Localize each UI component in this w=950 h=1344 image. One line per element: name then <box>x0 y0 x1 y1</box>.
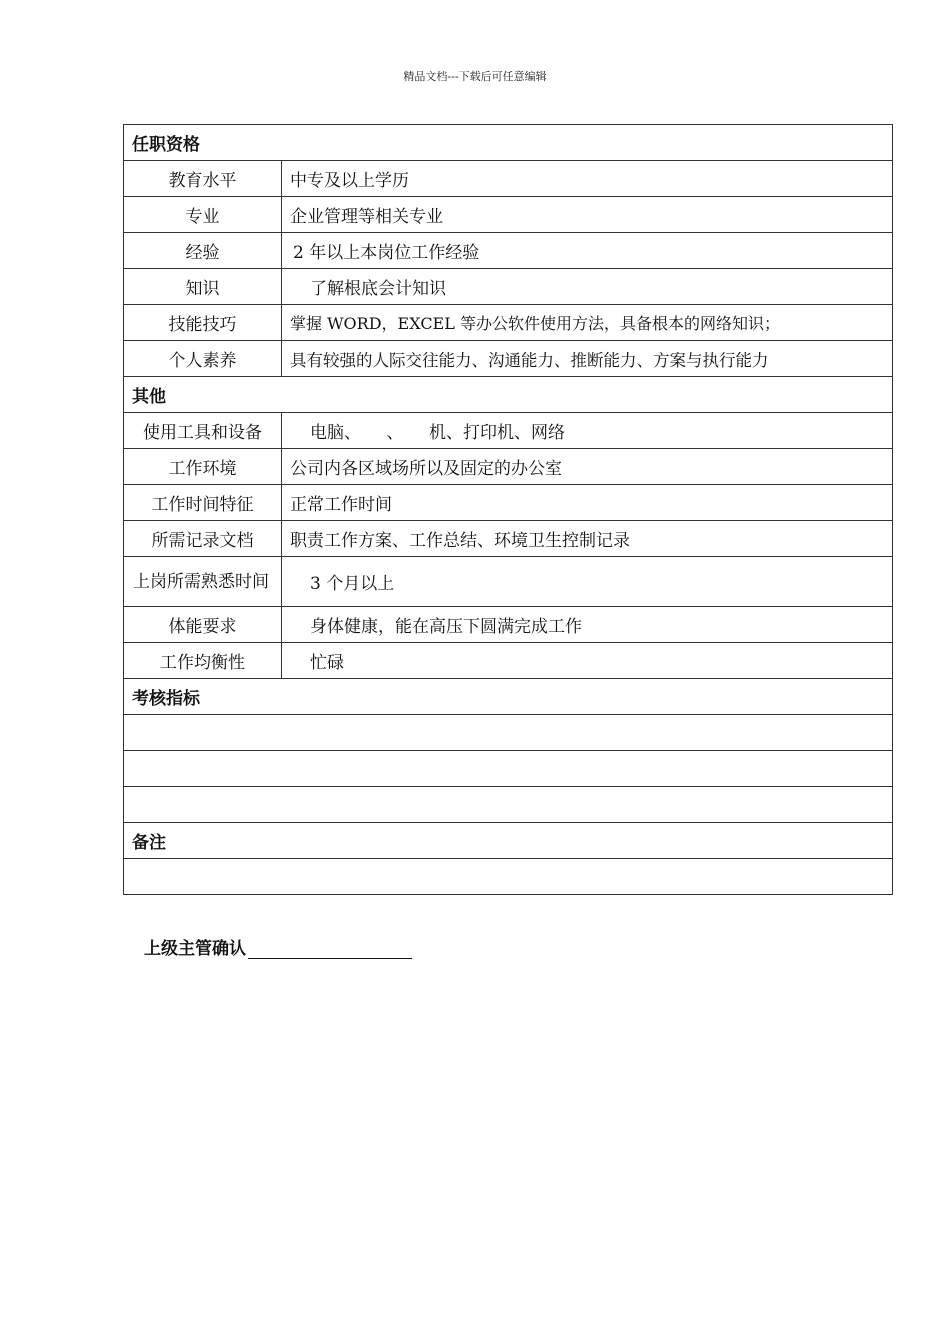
signature-line <box>248 940 412 959</box>
row-label-environment: 工作环境 <box>124 449 282 485</box>
row-label-physical: 体能要求 <box>124 607 282 643</box>
table-row <box>124 233 893 269</box>
table-row <box>124 341 893 377</box>
table-row <box>124 643 893 679</box>
row-value-major: 企业管理等相关专业 <box>282 197 893 233</box>
row-label-knowledge: 知识 <box>124 269 282 305</box>
blank-cell <box>124 787 893 823</box>
section-title-notes: 备注 <box>124 823 893 859</box>
row-label-skills: 技能技巧 <box>124 305 282 341</box>
section-title-other: 其他 <box>124 377 893 413</box>
table-row <box>124 269 893 305</box>
row-value-experience: 2 年以上本岗位工作经验 <box>282 233 893 269</box>
section-title-kpi: 考核指标 <box>124 679 893 715</box>
table-row <box>124 521 893 557</box>
row-value-records: 职责工作方案、工作总结、环境卫生控制记录 <box>282 521 893 557</box>
table-row <box>124 305 893 341</box>
blank-cell <box>124 751 893 787</box>
page-watermark: 精品文档---下载后可任意编辑 <box>403 70 547 83</box>
row-value-workload-balance: 忙碌 <box>282 643 893 679</box>
table-row <box>124 449 893 485</box>
job-qualification-table <box>123 124 893 895</box>
table-row <box>124 197 893 233</box>
blank-row <box>124 751 893 787</box>
table-row <box>124 557 893 607</box>
row-label-familiarization-time: 上岗所需熟悉时间 <box>124 557 282 607</box>
row-value-tools: 电脑、 、 机、打印机、网络 <box>282 413 893 449</box>
blank-row <box>124 715 893 751</box>
table-row <box>124 161 893 197</box>
row-value-work-hours: 正常工作时间 <box>282 485 893 521</box>
row-value-familiarization-time: 3 个月以上 <box>282 557 893 607</box>
blank-row <box>124 787 893 823</box>
section-title-qualifications: 任职资格 <box>124 125 893 161</box>
row-label-work-hours: 工作时间特征 <box>124 485 282 521</box>
row-label-workload-balance: 工作均衡性 <box>124 643 282 679</box>
row-label-education: 教育水平 <box>124 161 282 197</box>
section-row-notes <box>124 823 893 859</box>
row-label-records: 所需记录文档 <box>124 521 282 557</box>
row-value-personal-quality: 具有较强的人际交往能力、沟通能力、推断能力、方案与执行能力 <box>282 341 893 377</box>
row-label-major: 专业 <box>124 197 282 233</box>
section-row-qualifications <box>124 125 893 161</box>
row-value-skills: 掌握 WORD，EXCEL 等办公软件使用方法，具备根本的网络知识； <box>282 305 893 341</box>
row-label-experience: 经验 <box>124 233 282 269</box>
table-row <box>124 413 893 449</box>
table-row <box>124 607 893 643</box>
row-value-knowledge: 了解根底会计知识 <box>282 269 893 305</box>
table-row <box>124 485 893 521</box>
blank-cell <box>124 859 893 895</box>
row-value-education: 中专及以上学历 <box>282 161 893 197</box>
supervisor-signoff <box>144 934 412 959</box>
section-row-other <box>124 377 893 413</box>
row-value-physical: 身体健康，能在高压下圆满完成工作 <box>282 607 893 643</box>
row-label-personal-quality: 个人素养 <box>124 341 282 377</box>
signoff-label: 上级主管确认 <box>144 939 246 959</box>
blank-row <box>124 859 893 895</box>
section-row-kpi <box>124 679 893 715</box>
row-label-tools: 使用工具和设备 <box>124 413 282 449</box>
blank-cell <box>124 715 893 751</box>
row-value-environment: 公司内各区域场所以及固定的办公室 <box>282 449 893 485</box>
